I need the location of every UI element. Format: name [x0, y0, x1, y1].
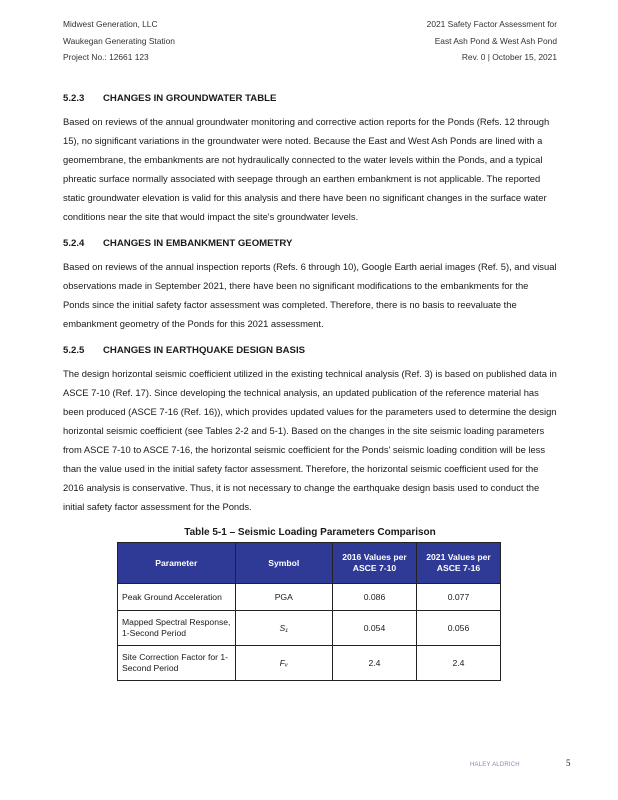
- section-heading: [63, 237, 557, 251]
- cell-symbol: PGA: [235, 584, 332, 611]
- section-body: Based on reviews of the annual groundwater monitoring and corrective action reports for the Ponds (Refs. 12 through 15), no significant variations in the groundwater were noted. Because the East and West Ash Ponds are lined with a geomembrane, the embankments are not hydraulically connected to the water levels within the Ponds, and a typical phreatic surface normally associated with seepage through an earthen embankment is not applicable. The reported static groundwater elevation is valid for this analysis and there have been no significant changes in the surface water conditions near the site that would impact the site's groundwater levels.: [63, 116, 550, 222]
- project-number: Project No.: 12661 123: [63, 52, 149, 62]
- column-header: 2016 Values per ASCE 7-10: [332, 543, 416, 584]
- section-body: The design horizontal seismic coefficient utilized in the existing technical analysis (Ref. 3) is based on published data in ASCE 7-10 (Ref. 17). Since developing the technical analysis, an updated publication of the reference material has been produced (ASCE 7-16 (Ref. 16)), which provides updated values for the parameters used to determine the design horizontal seismic coefficient (see Tables 2-2 and 5-1). Based on the changes in the site seismic loading parameters from ASCE 7-10 to ASCE 7-16, the horizontal seismic coefficient for the Ponds' seismic loading condition will be less than the value used in the initial safety factor assessment. Therefore, the horizontal seismic coefficient used for the 2016 analysis is conservative. Thus, it is not necessary to change the earthquake design basis used to conduct the initial safety factor assessment for the Ponds.: [63, 368, 557, 512]
- cell-2021: 2.4: [416, 646, 500, 681]
- section-title: CHANGES IN GROUNDWATER TABLE: [103, 93, 277, 104]
- table-row: [118, 584, 501, 611]
- section-title: CHANGES IN EMBANKMENT GEOMETRY: [103, 238, 293, 249]
- cell-parameter: Site Correction Factor for 1-Second Period: [118, 646, 236, 681]
- cell-2016: 0.054: [332, 611, 416, 646]
- cell-parameter: Peak Ground Acceleration: [118, 584, 236, 611]
- cell-2016: 0.086: [332, 584, 416, 611]
- page-content: [63, 92, 557, 681]
- station-name: Waukegan Generating Station: [63, 35, 175, 46]
- table-header-row: [118, 543, 501, 584]
- company-logo: HALEY ALDRICH: [470, 762, 520, 768]
- table-row: [118, 646, 501, 681]
- cell-2021: 0.056: [416, 611, 500, 646]
- section-number: 5.2.3: [63, 93, 85, 104]
- section-number: 5.2.5: [63, 345, 85, 356]
- section-title: CHANGES IN EARTHQUAKE DESIGN BASIS: [103, 345, 306, 356]
- revision-date: Rev. 0 | October 15, 2021: [461, 52, 557, 62]
- header-left: [63, 16, 175, 66]
- table-caption: Table 5-1 – Seismic Loading Parameters Comparison: [184, 527, 436, 538]
- section-number: 5.2.4: [63, 238, 85, 249]
- section-5-2-3: [63, 92, 557, 226]
- cell-2021: 0.077: [416, 584, 500, 611]
- page-number: 5: [566, 758, 571, 768]
- document-title: 2021 Safety Factor Assessment for: [426, 19, 557, 29]
- document-subtitle: East Ash Pond & West Ash Pond: [434, 35, 557, 46]
- column-header: Symbol: [235, 543, 332, 584]
- cell-symbol: S₁: [235, 611, 332, 646]
- cell-symbol: Fᵥ: [235, 646, 332, 681]
- header-right: [427, 16, 557, 66]
- company-name: Midwest Generation, LLC: [63, 19, 158, 29]
- column-header: Parameter: [118, 543, 236, 584]
- seismic-parameters-table: [117, 542, 501, 681]
- section-5-2-4: [63, 237, 557, 333]
- section-heading: [63, 344, 557, 358]
- section-5-2-5: [63, 344, 557, 516]
- table-row: [118, 611, 501, 646]
- cell-2016: 2.4: [332, 646, 416, 681]
- column-header: 2021 Values per ASCE 7-16: [416, 543, 500, 584]
- section-heading: [63, 92, 557, 106]
- section-body: Based on reviews of the annual inspection reports (Refs. 6 through 10), Google Earth aerial images (Ref. 5), and visual observations made in September 2021, there have been no significant modifications to the embankments for the Ponds since the initial safety factor assessment was completed. Therefore, there is no basis to reevaluate the embankment geometry of the Ponds for this 2021 assessment.: [63, 261, 557, 329]
- cell-parameter: Mapped Spectral Response, 1-Second Period: [118, 611, 236, 646]
